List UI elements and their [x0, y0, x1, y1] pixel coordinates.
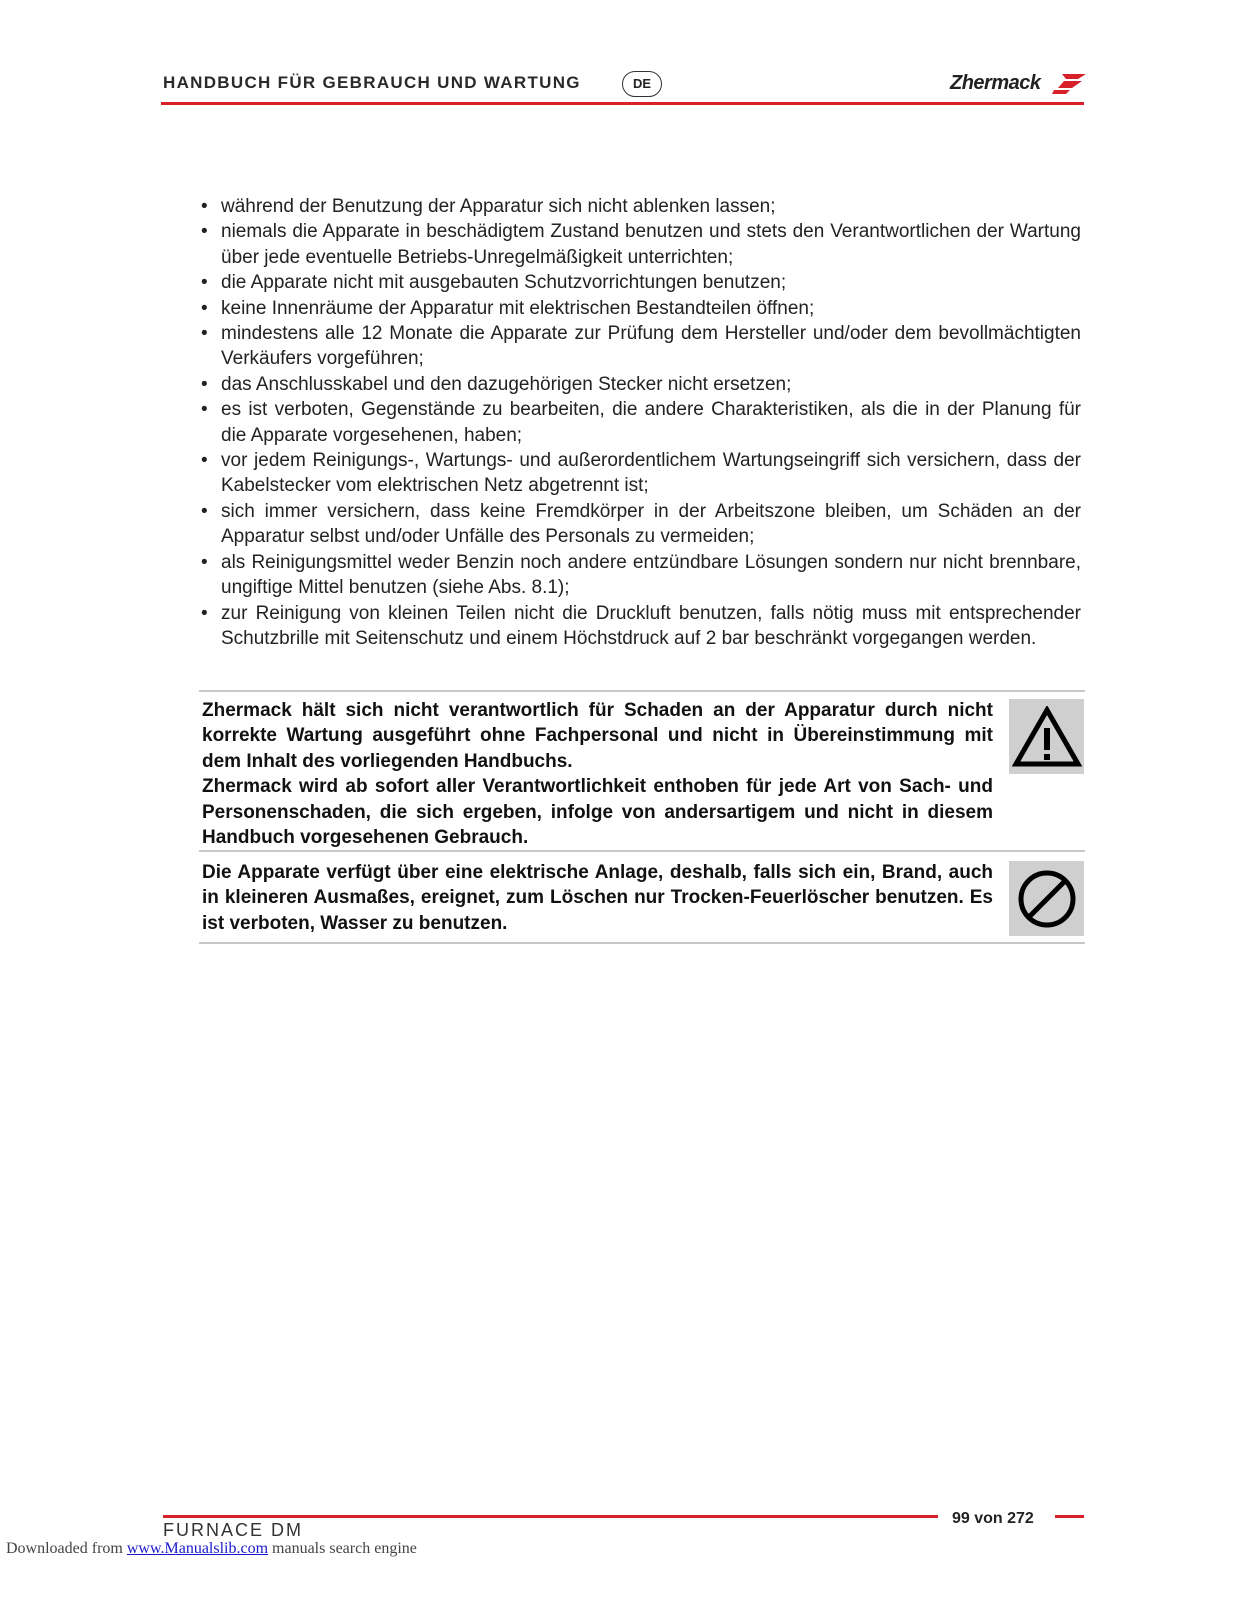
fire-prohibition-notice-paragraph: Die Apparate verfügt über eine elektrische Anlage, deshalb, falls sich ein, Brand, auch in kleineren Ausmaßes, ereignet, zum Löschen nur Trocken-Feuerlöscher benutzen. Es ist verboten, Wasser zu benutzen. — [202, 862, 993, 934]
download-suffix: manuals search engine — [268, 1540, 417, 1557]
document-title: HANDBUCH FÜR GEBRAUCH UND WARTUNG — [163, 73, 581, 92]
list-item: • keine Innenräume der Apparatur mit elektrischen Bestandteilen öffnen; — [201, 297, 815, 319]
list-item: • während der Benutzung der Apparatur sich nicht ablenken lassen; — [201, 196, 776, 217]
prohibition-icon — [1009, 861, 1084, 936]
list-item: • sich immer versichern, dass keine Fremdkörper in der Arbeitszone bleiben, um Schäden an der Apparatur selbst und/oder Unfälle des Personals zu vermeiden; — [201, 500, 1081, 548]
fire-prohibition-notice — [199, 852, 1085, 944]
list-item: • mindestens alle 12 Monate die Apparate zur Prüfung dem Hersteller und/oder dem bevollmächtigten Verkäufers vorgeführen; — [201, 323, 1081, 370]
list-item: • es ist verboten, Gegenstände zu bearbeiten, die andere Charakteristiken, als die in der Planung für die Apparate vorgesehenen, haben; — [201, 399, 1081, 446]
safety-instruction-list — [200, 194, 1081, 651]
warning-notice-text — [202, 698, 993, 850]
list-item: • die Apparate nicht mit ausgebauten Schutzvorrichtungen benutzen; — [201, 272, 787, 294]
footer-rule — [163, 1515, 938, 1518]
brand-logo-mark-icon — [1052, 74, 1086, 94]
brand-logo — [950, 72, 1086, 98]
list-item: • das Anschlusskabel und den dazugehörigen Stecker nicht ersetzen; — [201, 373, 792, 395]
warning-triangle-icon — [1009, 699, 1084, 774]
list-item: • niemals die Apparate in beschädigtem Zustand benutzen und stets den Verantwortlichen der Wartung über jede eventuelle Betriebs-Unregelmäßigkeit unterrichten; — [201, 221, 1081, 268]
page-number: 99 von 272 — [952, 1510, 1034, 1527]
download-source-line — [6, 1540, 417, 1558]
warning-notice — [199, 690, 1085, 852]
language-badge: DE — [622, 71, 662, 97]
warning-notice-paragraph: Zhermack wird ab sofort aller Verantwortlichkeit enthoben für jede Art von Sach- und Personenschaden, die sich ergeben, infolge von andersartigem und nicht in diesem Handbuch vorgesehenen Gebrauch. — [202, 776, 993, 849]
footer-rule-end — [1055, 1515, 1084, 1518]
list-item: • vor jedem Reinigungs-, Wartungs- und außerordentlichem Wartungseingriff sich versichern, dass der Kabelstecker vom elektrischen Netz abgetrennt ist; — [201, 450, 1081, 497]
list-item: • zur Reinigung von kleinen Teilen nicht die Druckluft benutzen, falls nötig muss mit entsprechender Schutzbrille mit Seitenschutz und einem Höchstdruck auf 2 bar beschränkt vorgegangen werden. — [201, 602, 1081, 649]
product-name: FURNACE DM — [163, 1520, 303, 1540]
brand-logo-text: Zhermack — [950, 72, 1041, 94]
fire-prohibition-notice-text — [202, 860, 993, 936]
header-rule — [161, 102, 1084, 105]
list-item: • als Reinigungsmittel weder Benzin noch andere entzündbare Lösungen sondern nur nicht brennbare, ungiftige Mittel benutzen (siehe Abs. 8.1); — [201, 551, 1081, 599]
manualslib-link[interactable]: www.Manualslib.com — [126, 1540, 269, 1557]
download-prefix: Downloaded from — [6, 1540, 127, 1557]
warning-notice-paragraph: Zhermack hält sich nicht verantwortlich für Schaden an der Apparatur durch nicht korrekte Wartung ausgeführt ohne Fachpersonal und nicht in Übereinstimmung mit dem Inhalt des vorliegenden Handbuchs. — [202, 700, 993, 772]
